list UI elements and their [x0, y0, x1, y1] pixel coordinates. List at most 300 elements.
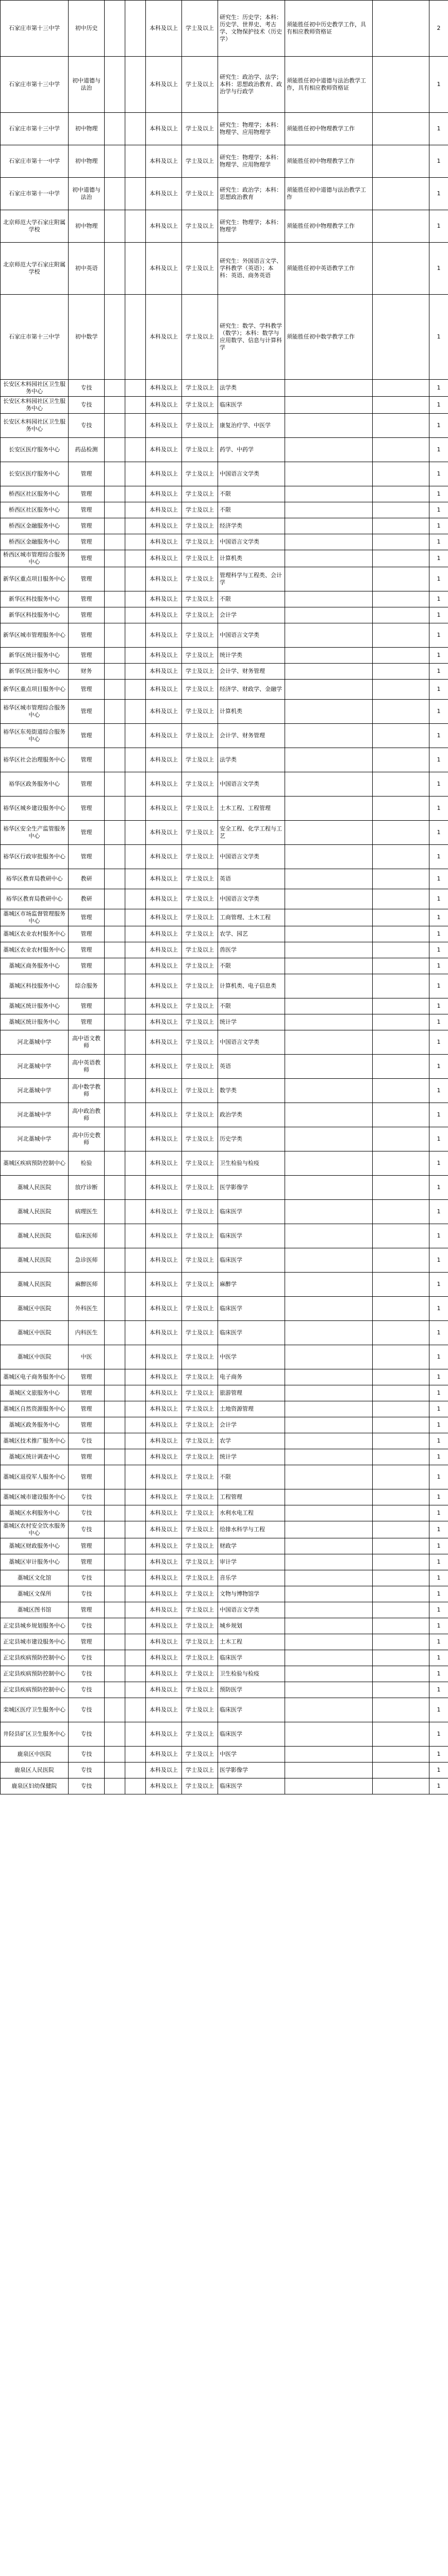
major-cell: 临床医学 — [218, 1200, 285, 1224]
degree-cell: 学士及以上 — [182, 1385, 218, 1401]
education-cell: 本科及以上 — [146, 889, 182, 909]
post-number-cell — [125, 1586, 146, 1602]
degree-cell: 学士及以上 — [182, 550, 218, 567]
post-number-cell — [125, 486, 146, 502]
table-row — [1, 438, 448, 462]
post-cell: 管理 — [69, 1538, 105, 1554]
requirement-cell — [285, 591, 373, 607]
post-cell: 初中物理 — [69, 210, 105, 243]
unit-cell: 石家庄市第十一中学 — [1, 178, 69, 210]
unit-cell: 桥西区金融服务中心 — [1, 518, 69, 534]
major-cell: 研究生：政治学；本科：思想政治教育 — [218, 178, 285, 210]
category-cell — [105, 462, 125, 486]
major-cell: 法学类 — [218, 748, 285, 772]
post-number-cell — [125, 772, 146, 796]
unit-cell: 裕华区城乡建设服务中心 — [1, 796, 69, 821]
post-number-cell — [125, 909, 146, 926]
note-cell — [373, 748, 429, 772]
major-cell: 临床医学 — [218, 1224, 285, 1248]
education-cell: 本科及以上 — [146, 1698, 182, 1722]
degree-cell: 学士及以上 — [182, 998, 218, 1014]
category-cell — [105, 1433, 125, 1449]
table-row — [1, 958, 448, 974]
education-cell: 本科及以上 — [146, 1570, 182, 1586]
note-cell — [373, 942, 429, 958]
note-cell — [373, 724, 429, 748]
category-cell — [105, 1505, 125, 1521]
headcount-cell: 1 — [429, 1666, 448, 1682]
requirement-cell — [285, 1248, 373, 1273]
post-cell: 管理 — [69, 486, 105, 502]
headcount-cell: 1 — [429, 909, 448, 926]
post-number-cell — [125, 397, 146, 414]
major-cell: 研究生：外国语言文学、学科教学（英语）；本科：英语、商务英语 — [218, 243, 285, 295]
post-cell: 检验 — [69, 1151, 105, 1176]
table-row — [1, 1248, 448, 1273]
category-cell — [105, 1224, 125, 1248]
note-cell — [373, 1079, 429, 1103]
education-cell: 本科及以上 — [146, 1602, 182, 1618]
major-cell: 农学、园艺 — [218, 926, 285, 942]
degree-cell: 学士及以上 — [182, 1345, 218, 1369]
headcount-cell: 1 — [429, 550, 448, 567]
unit-cell: 河北藁城中学 — [1, 1055, 69, 1079]
requirement-cell — [285, 1666, 373, 1682]
requirement-cell — [285, 1417, 373, 1433]
headcount-cell: 1 — [429, 414, 448, 438]
post-number-cell — [125, 1273, 146, 1297]
degree-cell: 学士及以上 — [182, 1747, 218, 1762]
post-cell: 管理 — [69, 502, 105, 518]
post-number-cell — [125, 1401, 146, 1417]
education-cell: 本科及以上 — [146, 1369, 182, 1385]
post-cell: 管理 — [69, 700, 105, 724]
major-cell: 中医学 — [218, 1345, 285, 1369]
requirement-cell — [285, 998, 373, 1014]
education-cell: 本科及以上 — [146, 380, 182, 397]
note-cell — [373, 1634, 429, 1650]
note-cell — [373, 1433, 429, 1449]
category-cell — [105, 772, 125, 796]
education-cell: 本科及以上 — [146, 1618, 182, 1634]
post-cell: 管理 — [69, 1449, 105, 1465]
degree-cell: 学士及以上 — [182, 145, 218, 178]
degree-cell: 学士及以上 — [182, 113, 218, 145]
requirement-cell — [285, 1698, 373, 1722]
education-cell: 本科及以上 — [146, 796, 182, 821]
table-row — [1, 1079, 448, 1103]
degree-cell: 学士及以上 — [182, 210, 218, 243]
requirement-cell — [285, 1014, 373, 1030]
headcount-cell: 1 — [429, 295, 448, 380]
post-number-cell — [125, 295, 146, 380]
major-cell: 卫生检验与检疫 — [218, 1151, 285, 1176]
unit-cell: 长安区木料园社区卫生服务中心 — [1, 380, 69, 397]
table-row — [1, 178, 448, 210]
post-cell: 专技 — [69, 397, 105, 414]
post-number-cell — [125, 1722, 146, 1747]
post-number-cell — [125, 1014, 146, 1030]
education-cell: 本科及以上 — [146, 926, 182, 942]
major-cell: 中医学 — [218, 1747, 285, 1762]
headcount-cell: 1 — [429, 1521, 448, 1538]
note-cell — [373, 1030, 429, 1055]
post-cell: 综合服务 — [69, 974, 105, 998]
post-number-cell — [125, 1385, 146, 1401]
unit-cell: 藁城人民医院 — [1, 1200, 69, 1224]
headcount-cell: 1 — [429, 942, 448, 958]
requirement-cell — [285, 1151, 373, 1176]
unit-cell: 新华区统计服务中心 — [1, 648, 69, 664]
headcount-cell: 1 — [429, 1489, 448, 1505]
note-cell — [373, 550, 429, 567]
category-cell — [105, 1385, 125, 1401]
headcount-cell: 1 — [429, 1698, 448, 1722]
table-row — [1, 1570, 448, 1586]
note-cell — [373, 821, 429, 845]
post-number-cell — [125, 1224, 146, 1248]
note-cell — [373, 1369, 429, 1385]
headcount-cell: 1 — [429, 1602, 448, 1618]
table-row — [1, 518, 448, 534]
post-cell: 专技 — [69, 1489, 105, 1505]
post-cell: 管理 — [69, 748, 105, 772]
note-cell — [373, 1, 429, 57]
education-cell: 本科及以上 — [146, 1433, 182, 1449]
post-cell: 管理 — [69, 1401, 105, 1417]
requirement-cell — [285, 796, 373, 821]
table-row — [1, 1489, 448, 1505]
unit-cell: 藁城区水利服务中心 — [1, 1505, 69, 1521]
major-cell: 临床医学 — [218, 1778, 285, 1794]
unit-cell: 藁城区文保所 — [1, 1586, 69, 1602]
note-cell — [373, 1666, 429, 1682]
note-cell — [373, 1650, 429, 1666]
major-cell: 康复治疗学、中医学 — [218, 414, 285, 438]
degree-cell: 学士及以上 — [182, 796, 218, 821]
education-cell: 本科及以上 — [146, 664, 182, 680]
major-cell: 临床医学 — [218, 1297, 285, 1321]
unit-cell: 鹿泉区人民医院 — [1, 1762, 69, 1778]
category-cell — [105, 607, 125, 623]
post-cell: 管理 — [69, 772, 105, 796]
category-cell — [105, 1586, 125, 1602]
post-number-cell — [125, 724, 146, 748]
education-cell: 本科及以上 — [146, 438, 182, 462]
headcount-cell: 1 — [429, 178, 448, 210]
table-row — [1, 1521, 448, 1538]
post-number-cell — [125, 1570, 146, 1586]
education-cell: 本科及以上 — [146, 680, 182, 700]
note-cell — [373, 926, 429, 942]
requirement-cell: 须能胜任初中英语教学工作 — [285, 243, 373, 295]
unit-cell: 桥西区金融服务中心 — [1, 534, 69, 550]
major-cell: 计算机类 — [218, 550, 285, 567]
post-cell: 教研 — [69, 869, 105, 889]
post-number-cell — [125, 591, 146, 607]
post-number-cell — [125, 113, 146, 145]
category-cell — [105, 113, 125, 145]
table-row — [1, 623, 448, 648]
degree-cell: 学士及以上 — [182, 1248, 218, 1273]
degree-cell: 学士及以上 — [182, 414, 218, 438]
note-cell — [373, 869, 429, 889]
table-row — [1, 486, 448, 502]
table-row — [1, 796, 448, 821]
note-cell — [373, 1762, 429, 1778]
category-cell — [105, 1778, 125, 1794]
requirement-cell — [285, 397, 373, 414]
requirement-cell — [285, 1586, 373, 1602]
major-cell: 不限 — [218, 502, 285, 518]
major-cell: 中国语言文学类 — [218, 772, 285, 796]
post-number-cell — [125, 821, 146, 845]
major-cell: 文物与博物馆学 — [218, 1586, 285, 1602]
unit-cell: 裕华区东苑街道综合服务中心 — [1, 724, 69, 748]
post-number-cell — [125, 1650, 146, 1666]
post-number-cell — [125, 998, 146, 1014]
table-row — [1, 1273, 448, 1297]
post-cell: 高中英语教师 — [69, 1055, 105, 1079]
major-cell: 研究生：历史学；本科：历史学、世界史、考古学、文物保护技术（历史学） — [218, 1, 285, 57]
degree-cell: 学士及以上 — [182, 748, 218, 772]
unit-cell: 藁城区审计服务中心 — [1, 1554, 69, 1570]
note-cell — [373, 1586, 429, 1602]
note-cell — [373, 1505, 429, 1521]
post-cell: 临床医师 — [69, 1224, 105, 1248]
category-cell — [105, 724, 125, 748]
major-cell: 中国语言文学类 — [218, 1602, 285, 1618]
note-cell — [373, 145, 429, 178]
unit-cell: 河北藁城中学 — [1, 1030, 69, 1055]
major-cell: 统计学类 — [218, 648, 285, 664]
requirement-cell — [285, 502, 373, 518]
requirement-cell — [285, 1401, 373, 1417]
category-cell — [105, 958, 125, 974]
post-cell: 高中语文教师 — [69, 1030, 105, 1055]
category-cell — [105, 926, 125, 942]
table-row — [1, 1538, 448, 1554]
post-cell: 管理 — [69, 1465, 105, 1489]
education-cell: 本科及以上 — [146, 958, 182, 974]
category-cell — [105, 974, 125, 998]
note-cell — [373, 567, 429, 591]
note-cell — [373, 1538, 429, 1554]
post-number-cell — [125, 1465, 146, 1489]
education-cell: 本科及以上 — [146, 534, 182, 550]
unit-cell: 北京师范大学石家庄附属学校 — [1, 243, 69, 295]
post-number-cell — [125, 502, 146, 518]
degree-cell: 学士及以上 — [182, 380, 218, 397]
post-cell: 外科医生 — [69, 1297, 105, 1321]
table-row — [1, 1200, 448, 1224]
headcount-cell: 1 — [429, 1747, 448, 1762]
note-cell — [373, 1055, 429, 1079]
table-row — [1, 889, 448, 909]
post-cell: 财务 — [69, 664, 105, 680]
note-cell — [373, 462, 429, 486]
table-row — [1, 607, 448, 623]
requirement-cell — [285, 1634, 373, 1650]
education-cell: 本科及以上 — [146, 1634, 182, 1650]
post-cell: 教研 — [69, 889, 105, 909]
requirement-cell — [285, 1762, 373, 1778]
headcount-cell: 1 — [429, 664, 448, 680]
post-cell: 管理 — [69, 1369, 105, 1385]
education-cell: 本科及以上 — [146, 1248, 182, 1273]
note-cell — [373, 1321, 429, 1345]
headcount-cell: 1 — [429, 1014, 448, 1030]
major-cell: 中国语言文学类 — [218, 889, 285, 909]
degree-cell: 学士及以上 — [182, 845, 218, 869]
category-cell — [105, 397, 125, 414]
headcount-cell: 1 — [429, 1401, 448, 1417]
headcount-cell: 1 — [429, 724, 448, 748]
headcount-cell: 1 — [429, 486, 448, 502]
post-number-cell — [125, 1682, 146, 1698]
note-cell — [373, 664, 429, 680]
category-cell — [105, 821, 125, 845]
requirement-cell — [285, 1505, 373, 1521]
degree-cell: 学士及以上 — [182, 1489, 218, 1505]
major-cell: 研究生：物理学；本科：物理学、应用物理学 — [218, 145, 285, 178]
requirement-cell — [285, 821, 373, 845]
post-cell: 管理 — [69, 607, 105, 623]
headcount-cell: 1 — [429, 623, 448, 648]
post-cell: 放疗诊断 — [69, 1176, 105, 1200]
post-cell: 管理 — [69, 550, 105, 567]
education-cell: 本科及以上 — [146, 1127, 182, 1151]
major-cell: 审计学 — [218, 1554, 285, 1570]
major-cell: 土木工程、工程管理 — [218, 796, 285, 821]
unit-cell: 裕华区政务服务中心 — [1, 772, 69, 796]
education-cell: 本科及以上 — [146, 1385, 182, 1401]
requirement-cell — [285, 1103, 373, 1127]
requirement-cell — [285, 1273, 373, 1297]
post-cell: 专技 — [69, 1570, 105, 1586]
headcount-cell: 1 — [429, 1127, 448, 1151]
major-cell: 统计学 — [218, 1449, 285, 1465]
table-row — [1, 1586, 448, 1602]
major-cell: 给排水科学与工程 — [218, 1521, 285, 1538]
table-row — [1, 1321, 448, 1345]
education-cell: 本科及以上 — [146, 1151, 182, 1176]
degree-cell: 学士及以上 — [182, 438, 218, 462]
headcount-cell: 1 — [429, 518, 448, 534]
post-cell: 管理 — [69, 462, 105, 486]
headcount-cell: 1 — [429, 113, 448, 145]
requirement-cell — [285, 1079, 373, 1103]
note-cell — [373, 1602, 429, 1618]
headcount-cell: 1 — [429, 1762, 448, 1778]
category-cell — [105, 210, 125, 243]
category-cell — [105, 1248, 125, 1273]
unit-cell: 裕华区教育局教研中心 — [1, 869, 69, 889]
headcount-cell: 2 — [429, 1, 448, 57]
post-cell: 管理 — [69, 942, 105, 958]
major-cell: 临床医学 — [218, 1698, 285, 1722]
post-cell: 管理 — [69, 1554, 105, 1570]
major-cell: 中国语言文学类 — [218, 462, 285, 486]
post-number-cell — [125, 1602, 146, 1618]
major-cell: 法学类 — [218, 380, 285, 397]
major-cell: 会计学、财务管理 — [218, 724, 285, 748]
category-cell — [105, 1273, 125, 1297]
note-cell — [373, 623, 429, 648]
degree-cell: 学士及以上 — [182, 1151, 218, 1176]
post-number-cell — [125, 1297, 146, 1321]
requirement-cell: 须能胜任初中历史教学工作，具有相应教师资格证 — [285, 1, 373, 57]
major-cell: 旅游管理 — [218, 1385, 285, 1401]
post-number-cell — [125, 1538, 146, 1554]
education-cell: 本科及以上 — [146, 1401, 182, 1417]
education-cell: 本科及以上 — [146, 1554, 182, 1570]
unit-cell: 正定县城乡规划服务中心 — [1, 1618, 69, 1634]
note-cell — [373, 1449, 429, 1465]
degree-cell: 学士及以上 — [182, 889, 218, 909]
headcount-cell: 1 — [429, 974, 448, 998]
category-cell — [105, 623, 125, 648]
table-row — [1, 1224, 448, 1248]
requirement-cell — [285, 845, 373, 869]
post-cell: 初中物理 — [69, 113, 105, 145]
education-cell: 本科及以上 — [146, 1014, 182, 1030]
note-cell — [373, 998, 429, 1014]
headcount-cell: 1 — [429, 700, 448, 724]
unit-cell: 藁城区电子商务服务中心 — [1, 1369, 69, 1385]
unit-cell: 藁城人民医院 — [1, 1248, 69, 1273]
degree-cell: 学士及以上 — [182, 1634, 218, 1650]
headcount-cell: 1 — [429, 145, 448, 178]
post-number-cell — [125, 518, 146, 534]
headcount-cell: 1 — [429, 1321, 448, 1345]
post-cell: 管理 — [69, 1602, 105, 1618]
post-number-cell — [125, 926, 146, 942]
unit-cell: 藁城区政务服务中心 — [1, 1417, 69, 1433]
post-number-cell — [125, 534, 146, 550]
degree-cell: 学士及以上 — [182, 1521, 218, 1538]
table-row — [1, 591, 448, 607]
post-number-cell — [125, 1666, 146, 1682]
requirement-cell — [285, 1747, 373, 1762]
table-row — [1, 680, 448, 700]
education-cell: 本科及以上 — [146, 1650, 182, 1666]
requirement-cell — [285, 438, 373, 462]
degree-cell: 学士及以上 — [182, 57, 218, 113]
major-cell: 农学 — [218, 1433, 285, 1449]
post-cell: 专技 — [69, 1586, 105, 1602]
requirement-cell — [285, 648, 373, 664]
unit-cell: 藁城区科技服务中心 — [1, 974, 69, 998]
education-cell: 本科及以上 — [146, 869, 182, 889]
post-cell: 管理 — [69, 1014, 105, 1030]
post-cell: 初中数学 — [69, 295, 105, 380]
post-number-cell — [125, 1345, 146, 1369]
unit-cell: 裕华区安全生产监管服务中心 — [1, 821, 69, 845]
unit-cell: 藁城区城市建设服务中心 — [1, 1489, 69, 1505]
degree-cell: 学士及以上 — [182, 178, 218, 210]
post-number-cell — [125, 1554, 146, 1570]
post-cell: 内科医生 — [69, 1321, 105, 1345]
major-cell: 不限 — [218, 958, 285, 974]
major-cell: 经济学类 — [218, 518, 285, 534]
category-cell — [105, 1401, 125, 1417]
unit-cell: 新华区科技服务中心 — [1, 607, 69, 623]
table-row — [1, 145, 448, 178]
table-row — [1, 462, 448, 486]
headcount-cell: 1 — [429, 210, 448, 243]
headcount-cell: 1 — [429, 438, 448, 462]
